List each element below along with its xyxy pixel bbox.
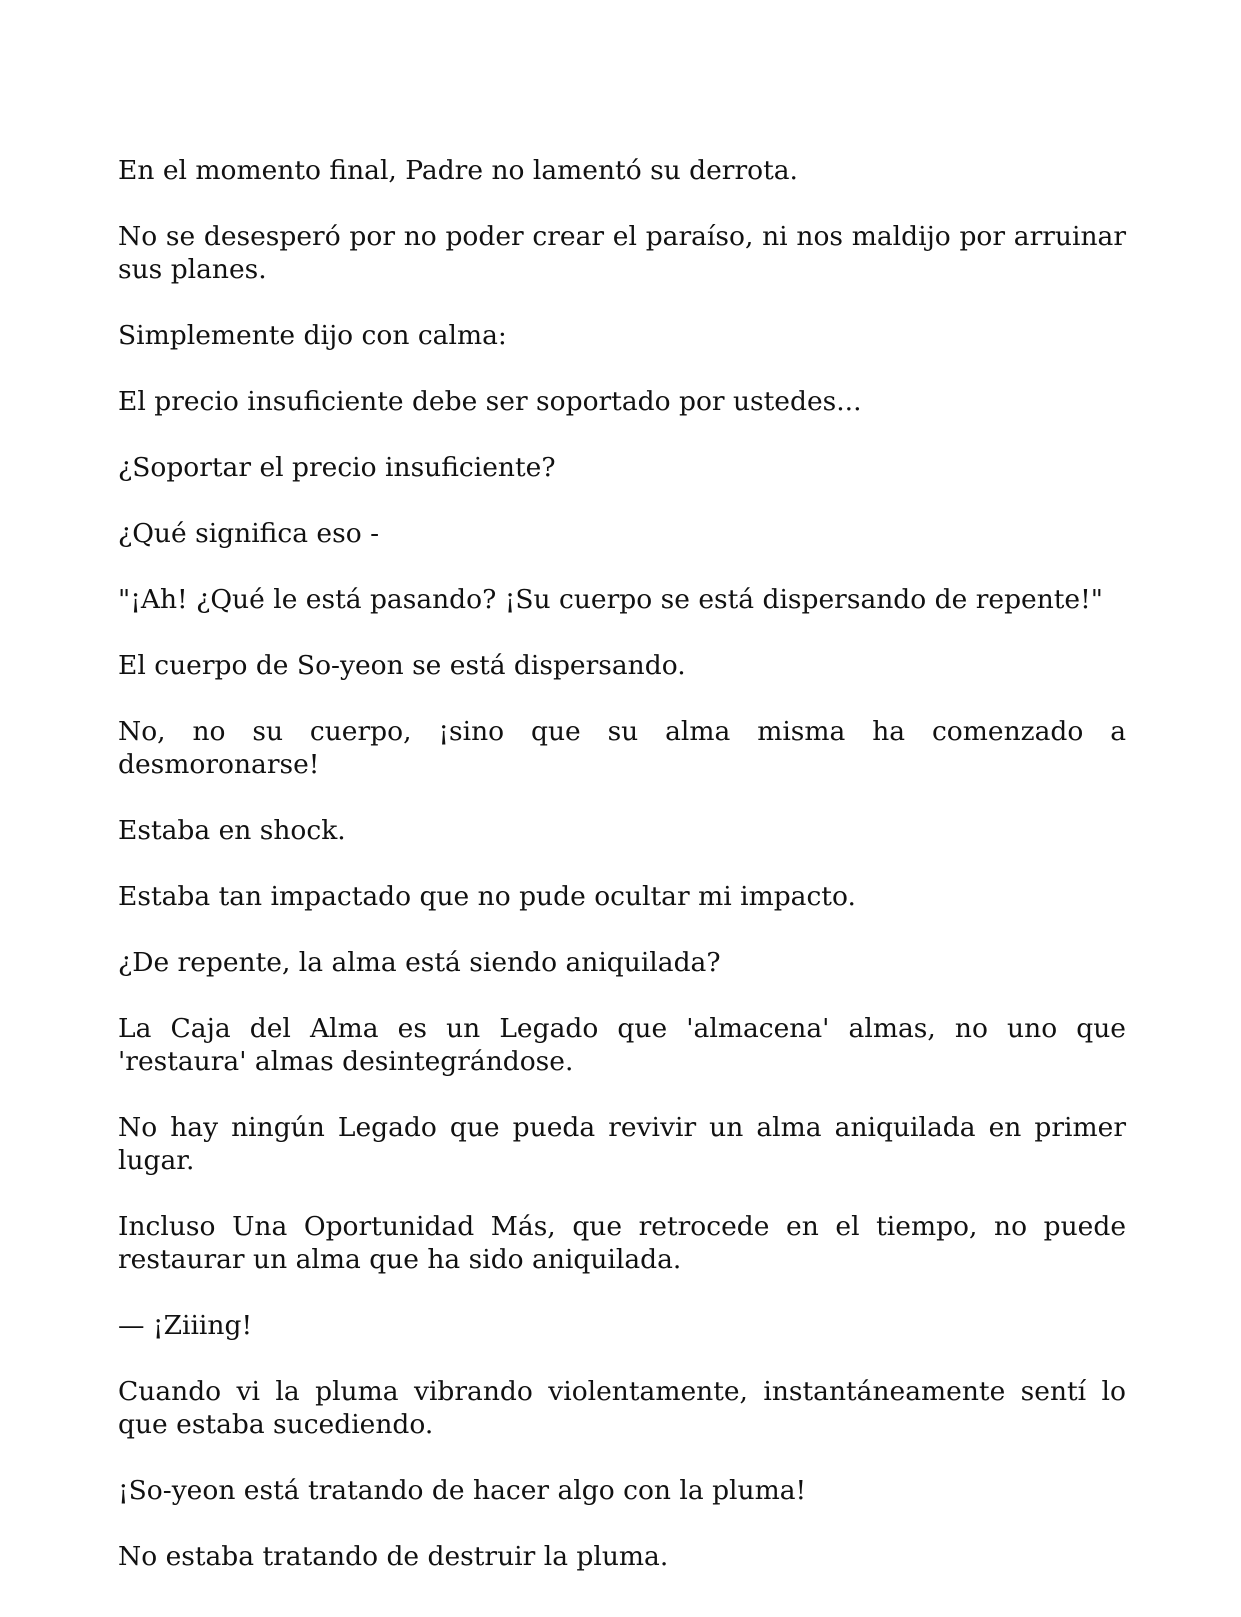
paragraph: El precio insuficiente debe ser soportado por ustedes... <box>118 386 862 417</box>
paragraph: El cuerpo de So-yeon se está dispersando. <box>118 650 686 681</box>
paragraph: — ¡Ziiing! <box>118 1310 253 1341</box>
paragraph: Estaba tan impactado que no pude ocultar mi impacto. <box>118 881 856 912</box>
paragraph: Simplemente dijo con calma: <box>118 320 507 351</box>
paragraph: No hay ningún Legado que pueda revivir un alma aniquilada en primer lugar. <box>118 1112 1126 1176</box>
paragraph: ¿Qué significa eso - <box>118 518 380 549</box>
paragraph: No estaba tratando de destruir la pluma. <box>118 1541 669 1572</box>
paragraph: Estaba en shock. <box>118 815 346 846</box>
document-body <box>118 154 1126 1573</box>
paragraph: ¡So-yeon está tratando de hacer algo con la pluma! <box>118 1475 807 1506</box>
paragraph: No, no su cuerpo, ¡sino que su alma misma ha comenzado a desmoronarse! <box>118 716 1126 780</box>
paragraph: "¡Ah! ¿Qué le está pasando? ¡Su cuerpo se está dispersando de repente!" <box>118 584 1103 615</box>
paragraph: ¿Soportar el precio insuficiente? <box>118 452 556 483</box>
paragraph: No se desesperó por no poder crear el paraíso, ni nos maldijo por arruinar sus planes. <box>118 221 1126 285</box>
paragraph: Cuando vi la pluma vibrando violentamente, instantáneamente sentí lo que estaba sucediendo. <box>118 1376 1126 1440</box>
paragraph: En el momento final, Padre no lamentó su derrota. <box>118 155 798 186</box>
paragraph: ¿De repente, la alma está siendo aniquilada? <box>118 947 721 978</box>
paragraph: Incluso Una Oportunidad Más, que retrocede en el tiempo, no puede restaurar un alma que ha sido aniquilada. <box>118 1211 1126 1275</box>
paragraph: La Caja del Alma es un Legado que 'almacena' almas, no uno que 'restaura' almas desintegrándose. <box>118 1013 1126 1077</box>
